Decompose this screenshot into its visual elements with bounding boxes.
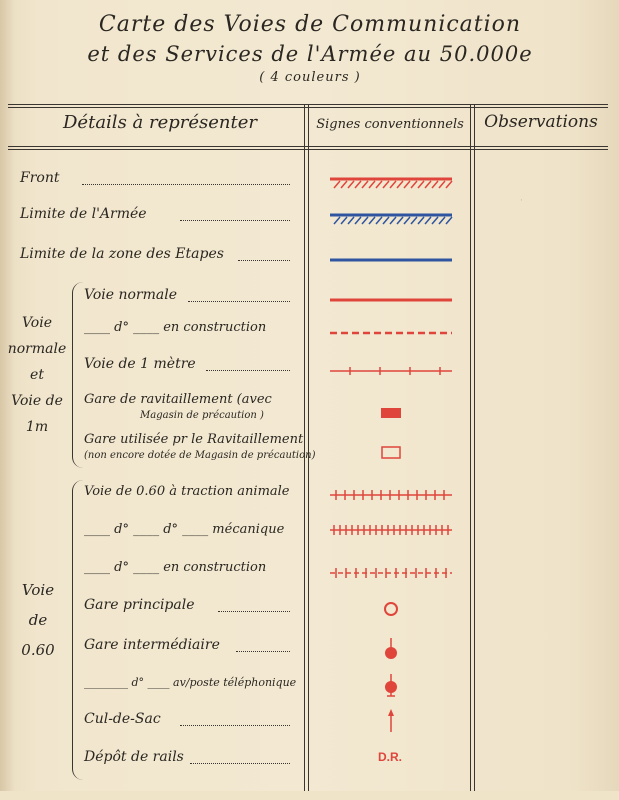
row-label-voie-normale: Voie normale [84,287,177,303]
row-label-voie-normale-construction: ____ d° ____ en construction [84,320,267,335]
row-label-depot-rails: Dépôt de rails [84,749,184,765]
row-label-gare-poste-telephonique: ________ d° ____ av/poste téléphonique [84,676,297,689]
column-divider-1b [308,104,309,791]
group-voie-normale-line: Voie [21,315,53,331]
row-sublabel-gare-ravitaillement: Magasin de précaution ) [140,410,264,421]
title-line-1: Carte des Voies de Communication [98,12,522,37]
gare-intermediaire-symbol [385,638,397,659]
gare-ravitaillement-symbol [381,408,401,418]
row-label-limite-armee: Limite de l'Armée [20,206,147,222]
row-sublabel-gare-utilisee: (non encore dotée de Magasin de précaution) [84,450,316,461]
group-voie-normale-line: normale [7,341,67,357]
row-leader-dots [190,763,290,764]
gare-principale-symbol [385,603,397,615]
row-label-gare-principale: Gare principale [84,597,195,613]
limite-armee-symbol [330,215,452,224]
voie-060-animale-symbol [330,490,452,500]
voie-060-construction-symbol [330,568,452,578]
voie-1-metre-symbol [330,367,452,375]
row-leader-dots [218,611,290,612]
row-label-voie-1-metre: Voie de 1 mètre [84,356,196,372]
row-label-gare-ravitaillement: Gare de ravitaillement (avec [84,392,272,407]
row-label-voie-060-mecanique: ____ d° ____ d° ____ mécanique [84,522,285,537]
cul-de-sac-symbol [388,709,394,732]
row-label-voie-060-construction: ____ d° ____ en construction [84,560,267,575]
signs-column-svg [310,140,470,800]
header-signes: Signes conventionnels [316,117,464,132]
row-label-voie-060-animale: Voie de 0.60 à traction animale [84,484,290,499]
group-voie-060-line: 0.60 [21,641,55,659]
group-voie-normale-line: Voie de 1m [11,393,63,435]
gare-telephone-symbol [385,674,397,696]
title-line-3: ( 4 couleurs ) [259,70,361,85]
row-label-gare-utilisee: Gare utilisée pr le Ravitaillement [84,432,304,447]
row-leader-dots [180,220,290,221]
column-divider-2b [474,104,475,791]
brace-voie-060 [72,480,83,780]
header-observations: Observations [484,112,598,132]
row-leader-dots [180,725,290,726]
bleed-through-text: · [520,196,523,206]
depot-rails-symbol: D.R. [378,750,402,764]
row-leader-dots [188,301,290,302]
row-label-front: Front [20,170,60,186]
voie-060-mecanique-symbol [330,525,452,535]
column-divider-2 [470,104,471,791]
group-voie-060-line: de [28,611,48,629]
row-leader-dots [82,184,290,185]
front-symbol [330,179,452,188]
row-leader-dots [206,370,290,371]
header-details: Détails à représenter [63,112,257,133]
row-label-cul-de-sac: Cul-de-Sac [84,711,161,727]
row-leader-dots [236,651,290,652]
group-voie-060-line: Voie [21,581,55,599]
title-line-2: et des Services de l'Armée au 50.000e [87,42,533,66]
group-voie-060 [8,575,68,665]
row-leader-dots [238,260,290,261]
row-label-limite-etapes: Limite de la zone des Etapes [20,246,224,262]
brace-voie-normale [72,282,83,468]
row-label-gare-intermediaire: Gare intermédiaire [84,637,220,653]
column-divider-1 [304,104,305,791]
group-voie-normale-line: et [30,367,44,383]
group-voie-normale [6,310,68,440]
gare-utilisee-symbol [382,447,400,458]
